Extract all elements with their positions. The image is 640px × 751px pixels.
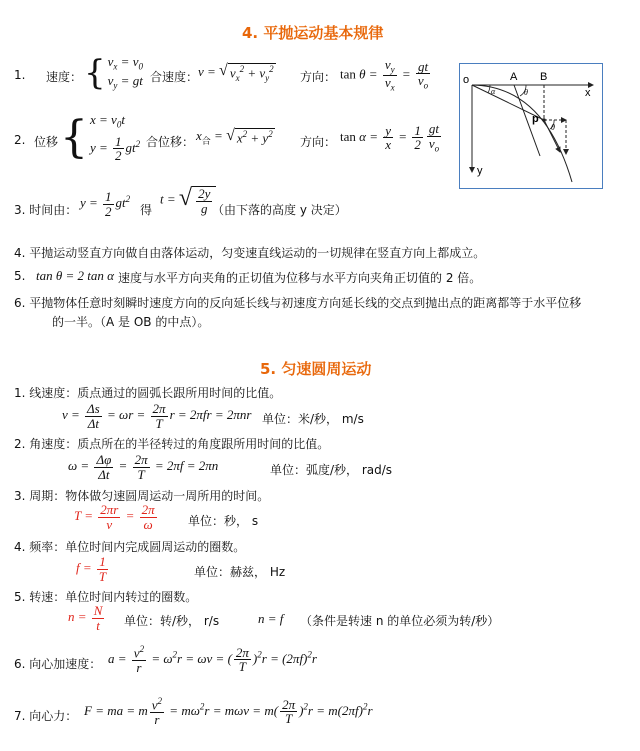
centripetal-acceleration-formula: a = $\frac{v^2}{r}$ = $\omega^2r = \omega v$ = ( $\frac{2\pi}{T}$ )$^2r = (2\pi f)^2r$ [108,644,317,675]
resultant-displacement-formula: $x_合$ = √ $x^2 + y^2$ [196,127,273,146]
velocity-components-formula: { $v_x = v_0$ $v_y$ = gt [84,52,143,93]
item5-5-cond: （条件是转速 n 的单位必须为转/秒） [300,614,500,628]
item5-2-unit: 单位：弧度/秒， rad/s [270,463,393,477]
label-a: A [510,71,518,83]
item5-6-label: 6. 向心加速度： [14,657,102,671]
item4-1-hlabel: 合速度： [150,70,199,84]
label-o: o [463,74,470,86]
item4-4: 4. 平抛运动竖直方向做自由落体运动，匀变速直线运动的一切规律在竖直方向上都成立。 [14,246,486,260]
item4-5-num: 5. [14,269,26,283]
item5-5-unit: 单位：转/秒， r/s [124,614,220,628]
label-theta-a: θ [524,88,528,97]
item4-3-label: 3. 时间由： [14,203,78,217]
item4-3-note: （由下落的高度 y 决定） [212,203,347,217]
time-y-formula: y = $\frac{1}{2}$ $gt^2$ [80,189,131,219]
item4-2-label: 位移 [34,135,59,149]
item5-4-text: 4. 频率：单位时间内完成圆周运动的圈数。 [14,540,246,554]
linear-velocity-formula: v = $\frac{\Delta s}{\Delta t}$ = ωr = $\frac{2\pi}{T}$ r = 2πfr = 2πnr [62,401,252,431]
label-x: x [585,87,591,99]
item5-5-text: 5. 转速：单位时间内转过的圈数。 [14,590,198,604]
item4-3-de: 得 [140,203,153,217]
item4-1-num: 1. [14,68,26,82]
trajectory-curve [472,85,572,182]
item4-5-text: 速度与水平方向夹角的正切值为位移与水平方向夹角正切值的 2 倍。 [118,271,482,285]
item4-2-num: 2. [14,133,26,147]
frequency-formula: f = $\frac{1}{T}$ [76,554,107,584]
item4-1-dlabel: 方向： [300,70,337,84]
section5-title: 5. 匀速圆周运动 [260,360,372,378]
label-b: B [540,71,548,83]
displacement-components-formula: { $x = v_0t$ y = $\frac{1}{2}$ $gt^2$ [60,111,141,164]
item5-1-unit: 单位：米/秒， m/s [262,412,364,426]
point-p [542,118,546,122]
item4-6-line1: 6. 平抛物体任意时刻瞬时速度方向的反向延长线与初速度方向延长线的交点到抛出点的距离都等于水平位移 [14,296,582,310]
label-p: p [532,113,539,125]
item5-2-text: 2. 角速度：质点所在的半径转过的角度跟所用时间的比值。 [14,437,330,451]
time-t-formula: t = √ $\frac{2y}{g}$ [160,186,216,215]
projectile-diagram [459,63,603,189]
resultant-velocity-formula: v = √ $v_x^2 + v_y^2$ [198,62,274,83]
velocity-direction-formula: tan θ = $\frac{v_y}{v_x}$ = $\frac{gt}{v_o}$ [340,57,429,93]
projectile-diagram-svg [460,64,602,188]
centripetal-force-formula: F = ma = m $\frac{v^2}{r}$ = $m\omega^2r = m\omega v = m$( $\frac{2\pi}{T}$ )$^2r = m(2\pi f)^2r$ [84,696,373,727]
item4-5-formula: tan θ = 2 tan α [36,268,114,283]
item5-4-unit: 单位：赫兹， Hz [194,565,286,579]
item5-3-unit: 单位：秒， s [188,514,259,528]
item4-2-hlabel: 合位移： [146,135,195,149]
angular-velocity-formula: ω = $\frac{\Delta\varphi}{\Delta t}$ = $\frac{2\pi}{T}$ = 2πf = 2πn [68,452,219,482]
item4-1-label: 速度： [46,70,83,84]
rotational-speed-formula: n = $\frac{N}{t}$ [68,603,103,633]
item4-6-line2: 的一半。（A 是 OB 的中点）。 [52,315,210,329]
label-alpha: α [491,87,496,96]
period-formula: T = $\frac{2\pi r}{v}$ = $\frac{2\pi}{\omega}$ [74,502,155,532]
item4-2-dlabel: 方向： [300,135,337,149]
item5-1-text: 1. 线速度：质点通过的圆弧长跟所用时间的比值。 [14,386,282,400]
item5-3-text: 3. 周期：物体做匀速圆周运动一周所用的时间。 [14,489,270,503]
section4-title: 4. 平抛运动基本规律 [242,24,384,42]
label-theta-p: θ [551,123,555,132]
displacement-direction-formula: tan α = $\frac{y}{x}$ = $\frac{1}{2}$ $\frac{gt}{v_o}$ [340,121,440,154]
item5-7-label: 7. 向心力： [14,709,78,723]
label-y: y [477,165,483,177]
n-equals-f-formula: n = f [258,611,284,626]
